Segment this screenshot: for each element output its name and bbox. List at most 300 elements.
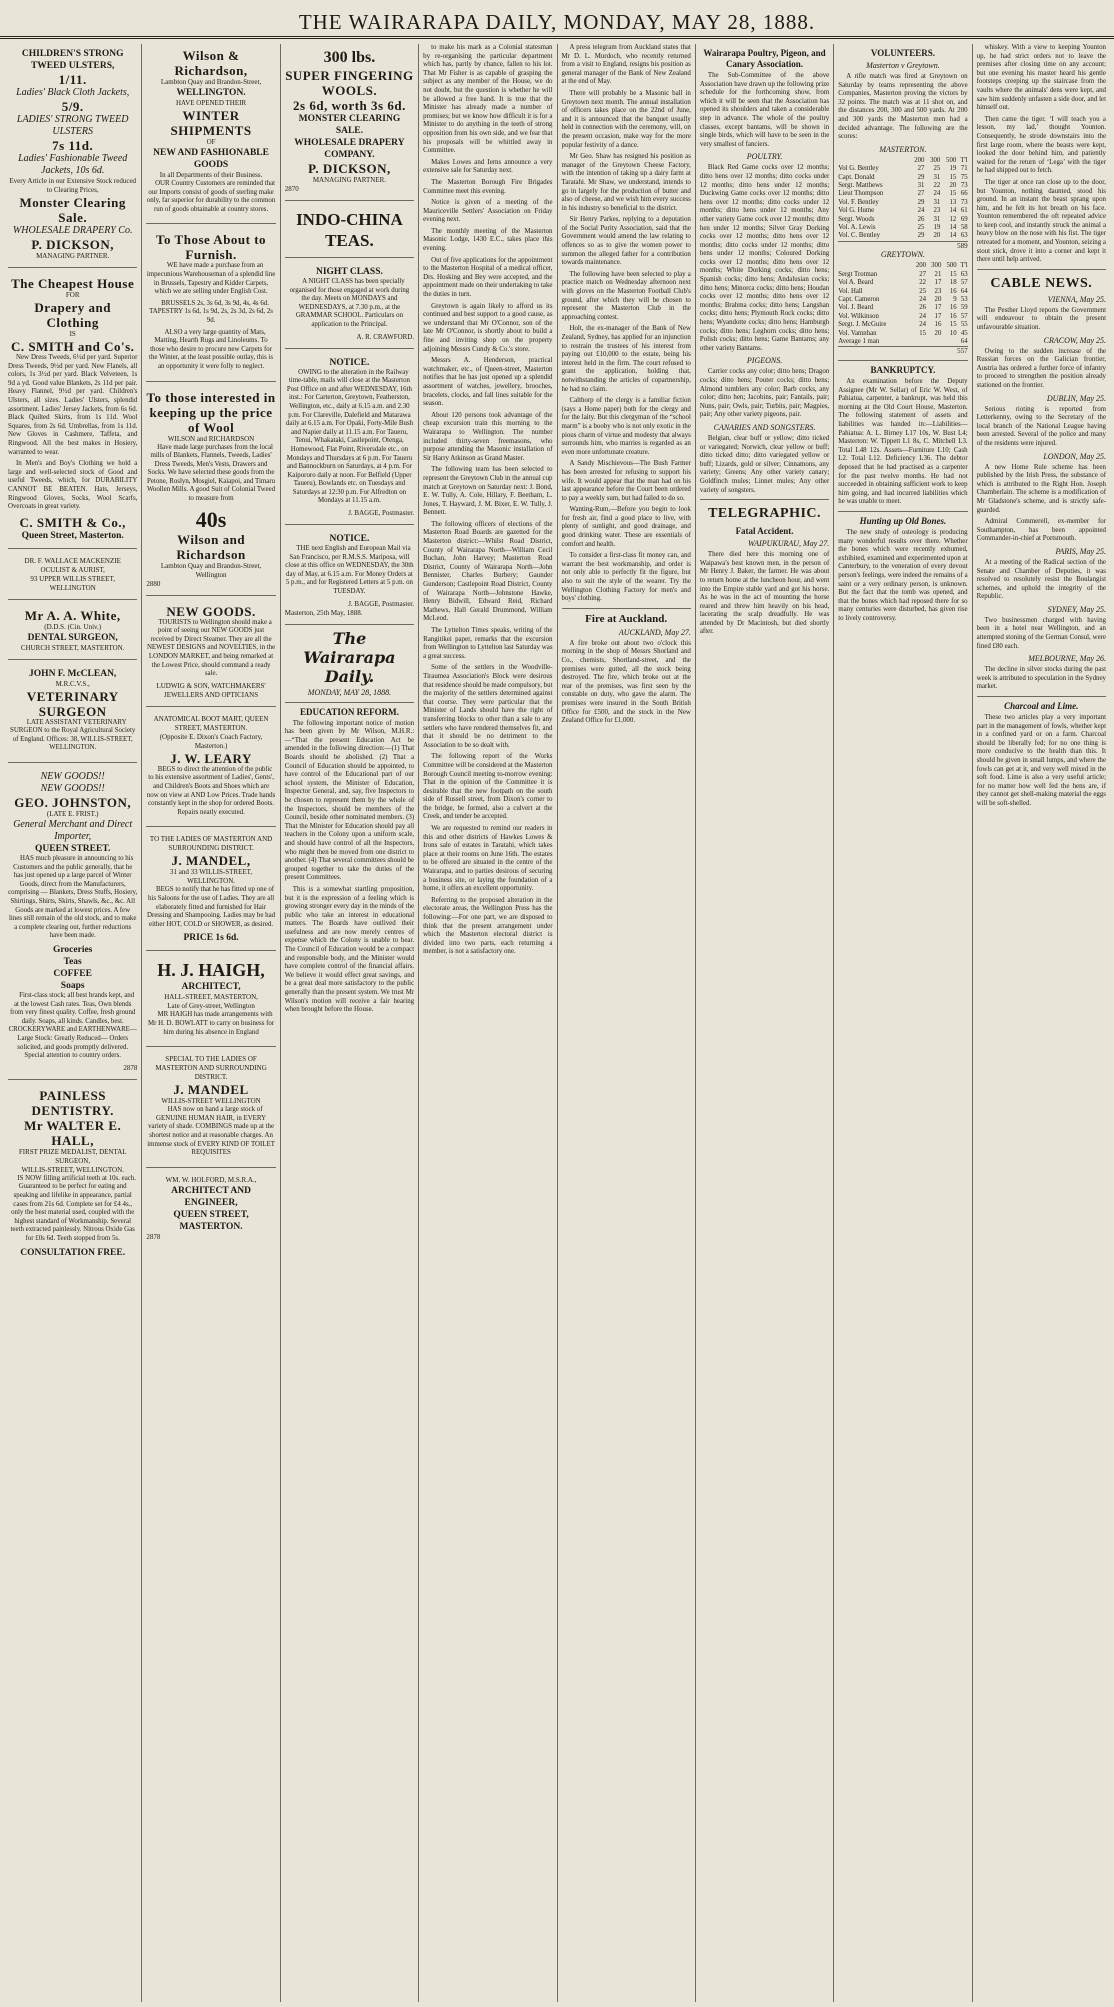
divider — [838, 360, 967, 361]
ad-price: 2s 6d, worth 3s 6d. — [293, 98, 406, 113]
article-paragraph: This is a somewhat startling proposition, but it is the expression of a feeling which is growing stronger every day in the minds of the public who take an interest in educational matters. The Boards have outlived their usefulness and are now merely centres of expense which the Colony is unable to bear. The Council of Education would be a compact and responsible body, and the Minister would have complete control of the financial affairs. We believe it would effect great savings, and be a great deal more satisfactory to the public generally than the present system. We trust Mr Wilson's motion will receive a fair hearing when brought before the House. — [284, 885, 415, 1014]
table-cell: 25 — [919, 287, 927, 295]
table-cell: 57 — [960, 279, 968, 287]
divider — [838, 511, 967, 512]
ad-role: General Merchant and Direct Importer, — [13, 819, 133, 843]
table-row — [838, 313, 967, 321]
ad-address: Lambton Quay and Brandon-Street, — [160, 78, 262, 86]
table-cell: 75 — [960, 173, 968, 181]
table-cell: 27 — [917, 190, 925, 198]
article-dateline: MELBOURNE, May 26. — [1028, 654, 1106, 664]
table-cell: Sergt. Woods — [838, 215, 875, 223]
masterton-scores-table — [838, 157, 967, 241]
table-total: 557 — [838, 346, 967, 356]
article-paragraph: Wanting-Rum,—Before you begin to look for fresh air, find a good place to live, with plenty of sunlight, and good drainage, and good drinking water. These are essentials of comfort and health. — [561, 506, 691, 548]
table-header-cell: 500 — [946, 156, 957, 164]
ad-line: LADIES' STRONG TWEED ULSTERS — [16, 114, 129, 137]
column-5 — [558, 44, 696, 2002]
article-paragraph: At a meeting of the Radical section of the Senate and Chamber of Deputies, it was resolved to resolutely resist the Boulangist schemes, and uphold the integrity of the Republic. — [976, 558, 1106, 601]
ad-address: Queen Street, Masterton. — [21, 530, 124, 541]
table-cell: 63 — [960, 270, 968, 278]
article-paragraph: There will probably be a Masonic ball in Greytown next month. The annual installation of officers takes place on the 22nd of June, and it is announced that the banquet usually held in connection with the ceremony, will, on the present occasion, make way for the more popular festivity of a dance. — [561, 89, 691, 149]
article-paragraph: Then came the tiger. ‘I will teach you a lesson, my lad,’ thought Younton. Consequently, he strode downstairs into the first large room, where the beasts were kept, looked the door behind him, and patiently waited for the return of ‘Lega’ with the tiger he had shipped out to fetch. — [976, 115, 1106, 175]
table-header-cell: 500 — [946, 262, 957, 270]
ad-degree: (D.D.S. (Cin. Univ.) — [44, 622, 102, 631]
table-cell: 24 — [919, 312, 927, 320]
table-cell: 15 — [949, 173, 957, 181]
table-cell: Lieut Thompson — [838, 190, 884, 198]
table-header-cell: 300 — [931, 262, 942, 270]
section-head: PIGEONS. — [746, 356, 783, 366]
ad-body: BEGS to notify that he has fitted up one of his Saloons for the use of Ladies. They are all elaborately fitted and furnished for Hair Dressing and Shampooing. Ladies may be had either HOT, COLD or SHOWER, as desired. — [147, 886, 276, 928]
table-cell: 14 — [949, 232, 957, 240]
article-title: VOLUNTEERS. — [870, 48, 935, 58]
table-row — [838, 296, 967, 304]
table-cell: 27 — [919, 270, 927, 278]
ad-address: 31 and 33 WILLIS-STREET, WELLINGTON. — [169, 868, 253, 886]
column-3 — [281, 44, 419, 2002]
ad-footer: CONSULTATION FREE. — [20, 1247, 126, 1258]
ad-line: Ladies' Fashionable Tweed Jackets, 10s 6d. — [18, 153, 128, 176]
ad-mcclean — [8, 664, 137, 763]
ad-title: 300 lbs. — [323, 49, 376, 66]
ad-title: NEW GOODS!! — [40, 783, 105, 795]
table-cell: 25 — [933, 165, 941, 173]
section-title: TELEGRAPHIC. — [708, 506, 822, 522]
ad-name: Mr A. A. White, — [24, 607, 121, 623]
ad-title: WINTER SHIPMENTS — [170, 108, 252, 138]
table-cell: 16 — [949, 287, 957, 295]
table-cell: Vol. A. Lewis — [838, 224, 876, 231]
table-cell: 19 — [949, 165, 957, 173]
ad-body: OUR Country Customers are reminded that our Imports consist of goods of sterling make only, far superior for durability to the common run of goods obtainable at country stores. — [146, 180, 276, 213]
ad-number: 2880 — [146, 579, 161, 588]
article-dateline: VIENNA, May 25. — [1047, 294, 1106, 304]
ad-price: 1/11. — [58, 72, 87, 87]
table-cell: 29 — [917, 232, 925, 240]
table-body — [838, 165, 967, 241]
ad-subhead: Teas — [63, 957, 82, 967]
table-row — [838, 207, 967, 215]
notice-title: NIGHT CLASS. — [315, 267, 383, 277]
ad-johnston — [8, 767, 137, 1080]
article-dateline: CRACOW, May 25. — [1043, 335, 1106, 345]
article-paragraph: A fire broke out about two o'clock this morning in the shop of Messrs Shorland and Co., chemists, Shortland-street, and the premises were gutted, all the stock being destroyed. The fire, which broke out at the rear of the premises, was first seen by the constable on duty, who gave the alarm. The premises were insured in the South British Office for £500, and the stock in the New Zealand Office for £1,000. — [561, 639, 691, 725]
table-row — [838, 288, 967, 296]
table-header-cell: T'l — [960, 156, 968, 164]
table-cell — [911, 338, 926, 346]
table-cell: Vol. C. Bentley — [838, 232, 881, 240]
table-cell: 22 — [933, 181, 941, 189]
article-title: Fire at Auckland. — [585, 612, 668, 625]
ad-role: ARCHITECT AND ENGINEER, — [171, 1185, 251, 1208]
ad-line: In all Departments of their Business. — [159, 171, 263, 179]
ad-body: Have made large purchases from the local mills of Blankets, Flannels, Tweeds, Ladies' Dress Tweeds, Men's Vests, Drawers and Socks. We have selected these goods from the Petone, Roslyn, Mosgiel, Kaiapoi, and Timaru Woollen Mills. A good Suit of Colonial Tweed to measure from — [146, 443, 276, 503]
ad-mackenzie — [8, 553, 137, 600]
column-6 — [696, 44, 834, 2002]
column-4 — [419, 44, 557, 2002]
ad-address: QUEEN STREET, MASTERTON. — [173, 1209, 249, 1232]
ad-address: 93 UPPER WILLIS STREET, WELLINGTON — [30, 574, 115, 592]
table-row — [838, 182, 967, 190]
table-cell: 73 — [960, 181, 968, 189]
table-cell: 66 — [960, 190, 968, 198]
ad-role: DENTAL SURGEON, — [27, 632, 118, 643]
divider — [562, 608, 691, 609]
divider — [700, 499, 829, 500]
ad-title: NEW GOODS!! — [40, 771, 105, 783]
article-paragraph: Belgian, clear buff or yellow; ditto ticked or variegated; Norwich, clear yellow or buff; ditto ticked ditto; ditto variegated yellow or buff; Lizards, gold or silver; Cinnamons, any variety; Greens; Any other variety canary; Goldfinch mules; Linnet mules; Any other variety of songsters. — [699, 434, 830, 494]
table-cell: Capt. Cameron — [838, 296, 880, 304]
ad-owner: P. DICKSON, — [31, 237, 115, 252]
article-paragraph: to make his mark as a Colonial statesman by re-organising the particular department which has, partly by chance, fallen to his lot. That Mr Fisher is as capable of grasping the subject as any member of the House, we do not doubt, but the question is whether he will be allowed a free hand. It is true that the Minister has already made a number of promises; but we know how difficult it is for a Minister to do anything in the teeth of strong opposition from his own side, and we fear that his proposals will be whittled away in Committee. — [423, 44, 553, 155]
ad-for: FOR — [65, 291, 80, 299]
ad-role: FIRST PRIZE MEDALIST, DENTAL SURGEON, — [18, 1147, 127, 1165]
table-caption: MASTERTON. — [879, 144, 927, 154]
table-cell: 13 — [949, 198, 957, 206]
ad-body: First-class stock; all best brands kept, and at the lowest Cash rates. Teas, Own blends from very finest quality. Coffee, fresh ground daily. Soaps, all kinds. Candles, best. CROCKERYWARE and EARTHENWARE—Large Stock: Greatly Reduced— Orders solicited, and goods promptly delivered. Special attention to country orders. — [8, 992, 137, 1060]
table-row — [838, 271, 967, 279]
ad-title: SPECIAL TO THE LADIES OF MASTERTON AND SURROUNDING DISTRICT. — [155, 1055, 267, 1082]
ad-subtitle: (Opposite E. Dixon's Coach Factory, Masterton.) — [159, 732, 263, 750]
ad-sale: MONSTER CLEARING SALE. — [298, 114, 401, 136]
article-paragraph: The Lyttelton Times speaks, writing of the Rangitikei paper, remarks that the excursion from Wellington to Lyttelton last Saturday was a great success. — [423, 627, 553, 660]
table-cell: 16 — [949, 304, 957, 312]
notice-night-class — [285, 262, 414, 349]
table-cell: Vol G. Bentley — [838, 165, 879, 173]
article-dateline: AUCKLAND, May 27. — [618, 627, 691, 637]
table-cell: Vol. F. Bentley — [838, 198, 879, 206]
divider — [285, 702, 414, 703]
article-paragraph: Calthorp of the clergy is a familiar fiction (says a Home paper) both for the clergy and for the laity. But this clergyman of the “school marm” is a booby who is not only exotic in the pious charm of virtue and modesty that always surrounds him, who marries is regarded as an even more unfortunate creature. — [561, 397, 691, 456]
ad-body: HAS much pleasure in announcing to his Customers and the public generally, that he has just opened up a large parcel of Winter Goods, direct from the Manufacturers, comprising — Blankets, Dress Stuffs, Hosiery, Shirtings, Shirts, Skirts, Shawls, &c., &c. All Goods are marked at lowest prices. A few lines still remain of the old stock, and to make a complete clearing out, further reductions have been made. — [8, 855, 138, 940]
article-paragraph: To consider a first-class fit money can, and warrant the best workmanship, and order is not only able to perfectly fit the figure, but also to suit the style of the wearer. Try the Wellington Clothing Factory for men's and boys' clothing. — [561, 552, 691, 603]
ad-body: TOURISTS to Wellington should make a point of seeing our NEW GOODS just received by Direct Steamer. They are all the NEWEST DESIGNS and NOVELTIES, in the LONDON MARKET, and being remarked at the Lowest Price, should command a ready sale. — [146, 618, 276, 678]
ad-address: QUEEN STREET. — [35, 844, 111, 855]
ad-firm: Wilson and Richardson — [176, 531, 246, 562]
notice-title: NOTICE. — [329, 357, 370, 368]
ad-title: INDO-CHINA TEAS. — [296, 210, 403, 250]
ad-body: New Dress Tweeds, 6½d per yard. Superior Dress Tweeds, 9½d per yard. New Flanels, all colors, 1s 3½d per yard. Black Velveteen, 1s 9d a yd. Good value Blankets, 2s 11d per pair. Heavy Flannel, 9½d per yard. Children's Ulsters, all sizes. Ladies' Ulsters, splendid assortment. Ladies' Jersey Jackets, from 6s 6d. Black Quilted Skirts, from 1s 11d. Wool Squares, from 2s 6d. Umbrellas, from 1s 11d. New Gloves in Cashmere, Taffeta, and Ringwood. All the best makes in Hosiery, warranted to wear. — [8, 354, 138, 456]
table-cell: Sergt. J. McGuire — [838, 321, 887, 329]
article-paragraph: These two articles play a very important part in the management of fowls, whether kept in a confined yard or on a farm. Charcoal should be liberally fed; for no one thing is more conducive to the health than this. It should be given in small lumps, and where the fowls can get at it, and very well mixed in the soft food. Lime is also a very useful article; for no matter how well fed the hens are, if they cannot get shell-making material the eggs will be soft-shelled. — [976, 714, 1106, 807]
column-7 — [834, 44, 972, 2002]
notice-body: OWING to the alteration in the Railway time-table, mails will close at the Masterton Post Office on and after WEDNESDAY, 16th inst.: For Carterton, Greytown, Featherston, Wellington, etc., daily at 6.15 a.m. and 2.30 p.m. For Clareville, Dalefield and Matarawa daily at 6.15 a.m. For Opaki, Forty-Mile Bush and Napier daily at 11.15 a.m. For Taueru, Tenui, Whakataki, Castlepoint, Otenga, Homewood, Flat Point, Riversdale etc., on Mondays and Thursdays at 6 p.m. For Taueru and Bannockburn on Saturdays, at 4 p.m. For Kaipororo daily at noon. For Belfield (Upper Taueru), Bowlands etc. on Tuesdays and Saturdays at 12:30 p.m. For Alfredton on Mondays at 11.15 a.m. — [285, 368, 414, 505]
article-paragraph: The following team has been selected to represent the Greytown Club in the annual cup match at Greytown on Saturday next: J. Bond, E. W. Tully, A. Cole, Hillary, F. Beetham, L. Jones, T. Hayward, J. M. Bixer, E. W. Tully, J. Bennett. — [423, 466, 553, 517]
table-row — [838, 232, 967, 240]
ad-body: LATE ASSISTANT VETERINARY SURGEON to the Royal Agricultural Society of England. Offices: 38, WILLIS-STREET, WELLINGTON. — [10, 718, 136, 752]
ad-prices: BRUSSELS 2s, 3s 6d, 3s 9d, 4s, 4s 6d. TAPESTRY 1s 6d, 1s 9d, 2s, 2s 3d, 2s 6d, 2s 9d. — [149, 299, 273, 324]
notice-body: A NIGHT CLASS has been specially organised for those engaged at work during the day. Meets on MONDAYS and WEDNESDAYS, at 7.30 p.m., at the GRAMMAR SCHOOL. Particulars on application to the Principal. — [289, 278, 410, 328]
ad-indo-china-teas — [285, 205, 414, 258]
article-paragraph: The new study of osteology is producing many wonderful results over there. Whether the bones which were recently exhumed, exhibited, examined and experimented upon at Canterbury, to the veneration of every devout person's feelings, were indeed the remains of a saint or a very ordinary person, is unknown. But the fact that the tomb was opened, and that the bones which had reposed there for so many centuries were disturbed, has given rise to lively controversy. — [838, 528, 968, 622]
table-cell: 24 — [919, 321, 927, 329]
table-cell: 15 — [949, 321, 957, 329]
table-cell: 27 — [917, 165, 925, 173]
table-cell: 69 — [960, 215, 968, 223]
ad-role: OCULIST & AURIST, — [40, 565, 105, 574]
ad-name: H. J. HAIGH, — [157, 960, 265, 981]
table-cell — [941, 338, 956, 346]
article-dateline: PARIS, May 25. — [1055, 546, 1106, 556]
table-cell: 31 — [917, 181, 925, 189]
notice-signature: J. BAGGE, Postmaster. — [348, 509, 415, 518]
article-paragraph: Serious rioting is reported from Letterkenny, owing to the Secretary of the local branch of the National League having been arrested. Several of the police and many of the residents were injured. — [976, 405, 1106, 447]
article-dateline: DUBLIN, May 25. — [1046, 393, 1106, 403]
table-row — [838, 190, 967, 198]
section-title: CABLE NEWS. — [990, 275, 1093, 291]
table-cell: 15 — [949, 270, 957, 278]
ad-name: Mr WALTER E. HALL, — [24, 1117, 122, 1148]
table-row — [838, 165, 967, 173]
ad-body: Every Article in our Extensive Stock reduced to Clearing Prices, — [9, 177, 137, 194]
article-paragraph: About 120 persons took advantage of the cheap excursion train this morning to the Wairarapa to Wellington. The number included thirty-seven freemasons, who purpose attending the Masonic installation of Sir Harry Atkinson as Grand Master. — [423, 411, 553, 462]
ad-firm: WHOLESALE DRAPERY COMPANY. — [294, 138, 405, 160]
article-dateline: LONDON, May 25. — [1043, 451, 1106, 461]
ad-subtitle: WILSON and RICHARDSON — [167, 434, 255, 443]
notice-signature: A. R. CRAWFORD. — [356, 332, 415, 341]
table-cell: 73 — [960, 198, 968, 206]
article-paragraph: The monthly meeting of the Masterton Masonic Lodge, 1430 E.C., takes place this evening. — [423, 227, 553, 253]
ad-mandel — [146, 831, 275, 951]
table-cell: Vol. Wilkinson — [838, 312, 879, 320]
article-title: Wairarapa Poultry, Pigeon, and Canary Association. — [703, 48, 826, 69]
ad-holford — [146, 1172, 275, 1248]
article-paragraph: The following important notice of motion has been given by Mr Wilson, M.H.R.:—“That the present Education Act be amended in the following direction:—(1) That Boards should be abolished. (2) That a Council of Education should be appointed, to have control of the Educational part of our school system, the Minister of Education, Inspector General, and, say, five Inspectors to be chosen to represent them by the whole of the Inspectors, should be members of the Council, beside other nominated members. (3) That the Minister for Education should pay all teachers in the Colony upon a uniform scale, and should have control of all the Inspectors, who might then be moved from one district to another. (4) That several committees should be grouped together to take the duties of the present Committees. — [284, 719, 415, 882]
ad-degree: M.R.C.V.S., — [55, 679, 90, 688]
ad-name: JOHN F. McCLEAN, — [29, 668, 117, 679]
ad-new-goods — [146, 600, 275, 707]
notice-signature: J. BAGGE, Postmaster. — [348, 599, 415, 608]
table-header-cell — [838, 157, 908, 165]
ad-firm: C. SMITH and Co's. — [10, 339, 135, 354]
article-paragraph: The following report of the Works Committee will be considered at the Masterton Borough Council meeting to-morrow evening: That in the opinion of the Committee it is desirable that the new footpath on the south side of Russell street, from Dixon's corner to the bridge, be formed, also a culvert at the Creek, and tender be accepted. — [423, 753, 553, 821]
table-cell: 20 — [949, 181, 957, 189]
table-cell: 29 — [917, 198, 925, 206]
ad-body: ALSO a very large quantity of Mats, Matting, Hearth Rugs and Linoleums. To those who desire to procure new Carpets for the Winter, at the least possible outlay, this is an opportunity it were folly to neglect. — [149, 328, 274, 370]
ad-boot-mart — [146, 711, 275, 828]
ad-is: IS — [69, 330, 76, 338]
article-paragraph: A rifle match was fired at Greytown on Saturday by teams representing the above Companies, Masterton proving the victors by 32 points. The match was at 11 shot on, and the distances 200, 300 and 500 yards. At 200 and 300 yards the Masterton men had a decided advantage. The following are the scores: — [838, 73, 968, 141]
table-cell: 45 — [960, 329, 968, 337]
article-paragraph: The Pesther Lloyd reports the Government will endeavour to obtain the present unfavourable situation. — [976, 306, 1106, 332]
table-cell: 53 — [960, 296, 968, 304]
table-caption: GREYTOWN. — [880, 250, 925, 260]
ad-subhead: Groceries — [52, 945, 93, 955]
ad-owner-role: MANAGING PARTNER. — [312, 176, 387, 184]
article-paragraph: Admiral Commerell, ex-member for Southampton, has been appointed Commander-in-chief at Portsmouth. — [976, 518, 1106, 543]
article-paragraph: Messrs A. Henderson, practical watchmaker, etc., of Queen-street, Masterton notifies that he has just opened up a splendid assortment of watches, jewellery, brooches, bracelets, clocks, and fall lines suitable for the season. — [423, 357, 553, 408]
ad-address: WILLIS-STREET, WELLINGTON. — [21, 1165, 124, 1174]
ad-line: Ladies' Black Cloth Jackets, — [16, 87, 130, 98]
article-title: Fatal Accident. — [735, 526, 794, 537]
ad-name: J. MANDEL, — [171, 853, 251, 869]
ad-price: PRICE 1s 6d. — [183, 933, 239, 944]
ad-title: CHILDREN'S STRONG TWEED ULSTERS, — [21, 49, 124, 71]
ad-title: The Cheapest House — [11, 276, 135, 291]
article-paragraph: Two businessmen charged with having been in a hotel near Wellington, and an attempted stoning of the German Consul, were fined £80 each. — [976, 616, 1106, 650]
greytown-scores-table — [838, 262, 967, 346]
article-paragraph: The following officers of elections of the Masterton Road Boards are gazetted for the Masterton district:—Whilst Road District, County of Wairarapa North—William Cecil Buchan, John Harvey; Masterton Road District, County of Wairarapa North—John Bennister, Charles Burbery; Gaunder Gunderson; Castlepoint Road District, County of Wairarapa North—Johnstone Hawke, Henry Bidwill, Edward Reid, Richard Mathews, Hall Gerald Drummond, William McLeod. — [423, 520, 553, 623]
table-cell: Sergt. Matthews — [838, 181, 883, 189]
ad-address: CHURCH STREET, MASTERTON. — [20, 643, 125, 652]
ad-city: WELLINGTON. — [176, 88, 246, 98]
ad-body: BEGS to direct the attention of the public to his extensive assortment of Ladies', Gents', and Children's Boots and Shoes which are now on view at AND Low Prices. Trade hands constantly kept in the shop for ordered Boots. Repairs neatly executed. — [146, 765, 276, 816]
ad-body: IS NOW filling artificial teeth at 10s. each. Guaranteed to be perfect for eating and speaking and lifelike in appearance, partial cases from 21s 6d. Complete set for £4 4s., only the best material used, coupled with the highest standard of Workmanship. Several teeth extracted painlessly. Nitrous Oxide Gas for £0s 6d. Teeth stopped from 5s. — [10, 1174, 137, 1242]
table-cell: 23 — [934, 287, 942, 295]
table-cell: 31 — [933, 198, 941, 206]
ad-mandel-hair — [146, 1051, 275, 1168]
table-cell: 24 — [933, 190, 941, 198]
ad-role: ARCHITECT, — [181, 982, 241, 993]
table-cell: Average 1 man — [838, 338, 880, 346]
ad-company: WHOLESALE DRAPERY Co. — [12, 225, 133, 236]
ad-name: GEO. JOHNSTON, — [14, 795, 132, 811]
ad-address: Lambton Quay and Brandon-Street, Wellington — [160, 561, 262, 579]
article-paragraph: Holt, the ex-manager of the Bank of New Zealand, Sydney, has applied for an injunction to restrain the trustees of his interest from paying out £10,000 to the estate, being his interest held in the firm. The court refused to grant the application, holding that, notwithstanding the articles of copartnership, he had no claim. — [561, 325, 691, 393]
section-head: POULTRY. — [746, 152, 783, 162]
table-cell: 15 — [949, 190, 957, 198]
ad-number: 2870 — [284, 185, 299, 193]
article-paragraph: Out of five applications for the appointment to the Masterton Hospital of a medical officer, Drs. Hosking and Bey were accepted, and the appointment made on their undertaking to take the duties in turn. — [423, 256, 553, 299]
columns — [4, 44, 1110, 2002]
table-cell: 29 — [917, 173, 925, 181]
table-cell: 14 — [949, 224, 957, 231]
table-cell: 20 — [933, 232, 941, 240]
table-cell: 19 — [933, 224, 941, 231]
notice-english-mail — [285, 529, 414, 625]
article-paragraph: There died here this morning one of Waipawa's best known men, in the person of Mr Henry J. Baker, the farmer. He was about to return home at the luncheon hour, and went into the Empire stable yard and got his horse. As he was in the act of mounting the horse reared and threw him heavily on his head, lacerating the scalp dreadfully. He was attended by Dr Macintosh, but died shortly after. — [699, 551, 830, 636]
ad-white — [8, 604, 137, 660]
ad-of: OF — [206, 138, 216, 146]
table-cell: Vol G. Hume — [838, 207, 875, 215]
article-dateline: WAIPUKURAU, May 27. — [748, 539, 830, 549]
table-cell: 22 — [919, 279, 927, 287]
ad-firm: Wilson & Richardson, — [174, 48, 248, 78]
table-cell: Vol. Hall — [838, 287, 863, 295]
ad-number: 2878 — [146, 1232, 161, 1241]
ad-late: (LATE E. FRIST.) — [46, 810, 99, 819]
table-header-cell: T'l — [960, 262, 968, 270]
article-paragraph: The tiger at once ran close up to the door, but Younton, nothing daunted, stood his ground. In an instant the beast sprang upon him, and he felt its hot breath on his face. Younton remembered the oft repeated advice to keep cool, and instantly struck the animal a heavy blow on the nose with his fist. The tiger retreated for a moment, and Younton, seizing a stout stick, drove it into a corner and kept it there until help arrived. — [976, 178, 1106, 264]
ad-body: WE have made a purchase from an impecunious Warehouseman of a splendid line in Brussels, Tapestry and Kidder Carpets, which we are selling under English Cost. — [146, 262, 276, 296]
table-cell: 31 — [933, 173, 941, 181]
table-cell — [926, 338, 941, 346]
article-paragraph: The Masterton Borough Fire Brigades Committee meet this evening. — [423, 178, 553, 195]
divider — [977, 696, 1106, 697]
article-title: Hunting up Old Bones. — [859, 515, 947, 526]
table-cell: 24 — [917, 207, 925, 215]
article-paragraph: Carrier cocks any color; ditto hens; Dragon cocks; ditto hens; Pouter cocks; ditto hens; Almond tumblers any color; Barb cocks, any color; ditto hen; Jacobins, pair; Fantails, pair; Nuns, pair; Owls, pair; Turbits, pair; Magpies, pair; Any other variety pigeons, pair. — [699, 368, 830, 419]
notice-mails — [285, 353, 414, 526]
table-cell: 59 — [960, 304, 968, 312]
ad-price: 5/9. — [61, 99, 84, 114]
column-2 — [142, 44, 280, 2002]
table-cell: 12 — [949, 215, 957, 223]
article-paragraph: Makes Lowes and Ierns announce a very extensive sale for Saturday next. — [423, 158, 553, 175]
table-header-cell: 200 — [914, 156, 925, 164]
ad-line: HAVE OPENED THEIR — [175, 99, 247, 107]
table-cell: 57 — [960, 312, 968, 320]
article-paragraph: A Sandy Mischievous—The Bush Farmer has been arrested for refusing to support his wife. It would appear that the man had on his last appearance before the Court been ordered to pay a weekly sum, but had failed to do so. — [561, 460, 691, 502]
article-paragraph: Mr Geo. Shaw has resigned his position as manager of the Greytown Cheese Factory, with the intention of taking up a dairy farm at Taratahi. Mr Shaw, we understand, intends to go in largely for the production of butter and also of cheese, and we wish him every success in his industry so beneficial to the district. — [561, 153, 691, 212]
table-header-row — [838, 262, 967, 270]
ad-subject: Drapery and Clothing — [34, 300, 111, 330]
table-total: 589 — [838, 241, 967, 251]
table-cell: 63 — [960, 232, 968, 240]
ad-fingering-wools — [285, 44, 414, 201]
table-row — [838, 304, 967, 312]
table-row — [838, 216, 967, 224]
table-cell: 17 — [934, 312, 942, 320]
column-8 — [973, 44, 1110, 2002]
table-cell: 20 — [934, 296, 942, 304]
table-header-cell — [838, 262, 910, 270]
table-cell: 10 — [949, 329, 957, 337]
article-paragraph: whiskey. With a view to keeping Younton up, he had strict orders not to leave the premises after closing time on any account; but one evening his master heard his gentle footsteps creeping up the staircase from the vaults where the animals' dens were kept, and saw him suddenly unfasten a side door, and let himself out. — [976, 44, 1106, 112]
table-row — [838, 224, 967, 232]
table-cell: 26 — [919, 304, 927, 312]
ad-body: MR HAIGH has made arrangements with Mr H. D. BOWLATT to carry on business for him during his absence in England — [147, 1011, 275, 1036]
table-cell: Vol. J. Beard — [838, 304, 874, 312]
notice-date: Masterton, 25th May, 1888. — [284, 608, 363, 617]
table-row — [838, 279, 967, 287]
ad-subhead: COFFEE — [53, 969, 92, 979]
table-cell: 64 — [960, 287, 968, 295]
masthead: THE WAIRARAPA DAILY, MONDAY, MAY 28, 1888. — [0, 10, 1114, 39]
table-cell: 14 — [949, 207, 957, 215]
table-header-cell: 200 — [915, 262, 927, 270]
ad-title: NEW GOODS. — [166, 603, 256, 619]
ad-title: PAINLESS DENTISTRY. — [31, 1087, 114, 1118]
ad-title: ANATOMICAL BOOT MART, QUEEN STREET, MASTERTON. — [153, 714, 269, 732]
ad-cheapest-house — [8, 272, 137, 549]
table-cell: 21 — [934, 270, 942, 278]
table-cell: 9 — [953, 296, 957, 304]
notice-title: NOTICE. — [329, 534, 370, 545]
ad-name: DR. F. WALLACE MACKENZIE — [24, 556, 121, 565]
table-row — [838, 338, 967, 346]
table-cell: 61 — [960, 207, 968, 215]
table-cell: 71 — [960, 165, 968, 173]
ad-name: J. MANDEL — [173, 1082, 249, 1098]
article-title: BANKRUPTCY. — [870, 365, 936, 376]
ad-number: 2878 — [123, 1063, 138, 1072]
article-paragraph: An examination before the Deputy Assignee (Mr W. Sellar) of Eric W. West, of Pahiatua, carpenter, a bankrupt, was held this morning at the Old Court House, Masterton. The following statement of assets and liabilities was handed in:—Liabilities— Pahiatua: A. L. Birney L17 10s, W. Bust L4; Masterton: W. Tippett L1 8s, C. Mitchell L3. Total L48 12s. Assets—Furniture L10; Cash L2. Total L12. Deficiency L36. The debtor deposed that he had practised as a carpenter for the past twelve months. He had not succeeded in obtaining sufficient work to keep him going, and had incurred liabilities which he was unable to meet. — [838, 378, 968, 506]
article-paragraph: The following have been selected to play a practice match on Wednesday afternoon next with gloves on the Masterton Football Club's ground, after which they will be chosen to represent the Masterton Club in the approaching contest. — [561, 270, 691, 321]
table-cell: 16 — [934, 321, 942, 329]
ad-subtitle: SUPER FINGERING WOOLS. — [285, 68, 414, 98]
ad-price: 40s — [195, 506, 227, 532]
table-cell: Sergt Trotman — [838, 270, 878, 278]
paper-date: MONDAY, MAY 28, 1888. — [307, 687, 392, 697]
table-row — [838, 330, 967, 338]
article-title: EDUCATION REFORM. — [300, 706, 399, 717]
table-cell: 17 — [934, 304, 942, 312]
table-cell: 18 — [949, 279, 957, 287]
ad-address: HALL-STREET, MASTERTON, — [164, 993, 258, 1002]
article-paragraph: The decline in silver stocks during the past week is attributed to speculation in the Sydney market. — [976, 666, 1106, 691]
table-cell: 17 — [934, 279, 942, 287]
table-cell: Capt. Donald — [838, 173, 875, 181]
ad-subhead: Soaps — [60, 981, 85, 991]
table-body — [838, 271, 967, 347]
table-cell: 64 — [960, 338, 968, 346]
ad-sale: Monster Clearing Sale. — [19, 195, 126, 225]
ad-name: WM. W. HOLFORD, M.S.R.A., — [165, 1175, 257, 1184]
ad-late: Late of Grey-street, Wellington — [167, 1002, 255, 1011]
ad-haigh — [146, 955, 275, 1047]
